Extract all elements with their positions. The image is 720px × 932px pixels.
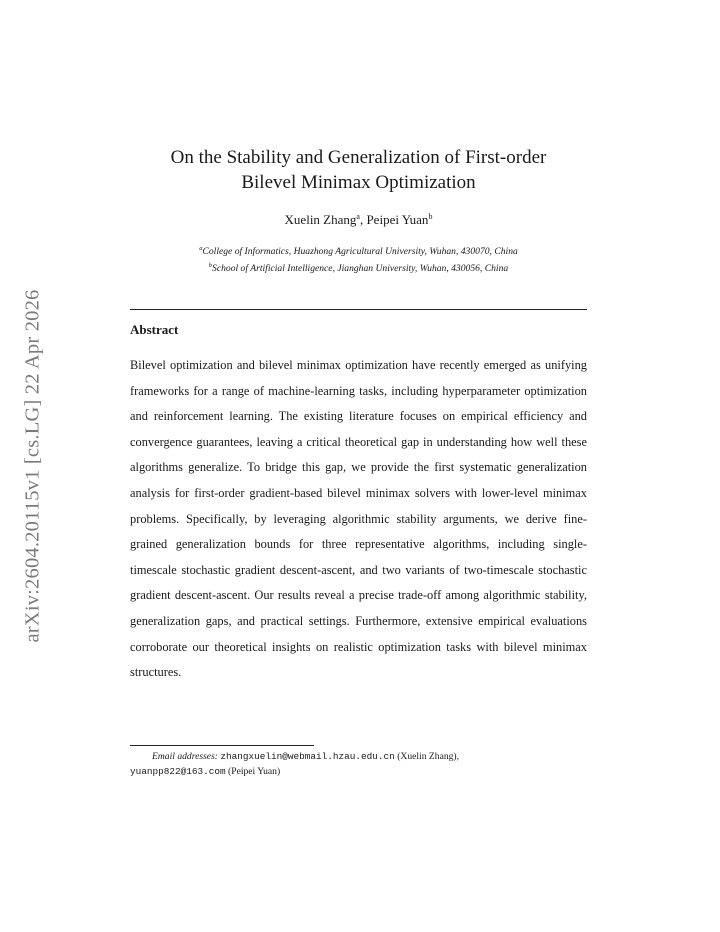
paper-title	[130, 145, 587, 195]
email-link[interactable]: yuanpp822@163.com	[130, 765, 226, 777]
abstract-body: Bilevel optimization and bilevel minimax optimization have recently emerged as unifying frameworks for a range of machine-learning tasks, including hyperparameter optimization and reinforcement learning. The existing literature focuses on empirical efficiency and convergence guarantees, leaving a critical theoretical gap in understanding how well these algorithms generalize. To bridge this gap, we provide the first systematic generalization analysis for first-order gradient-based bilevel minimax solvers with lower-level minimax problems. Specifically, by leveraging algorithmic stability arguments, we derive fine-grained generalization bounds for three representative algorithms, including single-timescale stochastic gradient descent-ascent, and two variants of two-timescale stochastic gradient descent-ascent. Our results reveal a precise trade-off among algorithmic stability, generalization gaps, and practical settings. Furthermore, extensive empirical evaluations corroborate our theoretical insights on realistic optimization tasks with bilevel minimax structures.	[130, 358, 587, 680]
arxiv-identifier: arXiv:2604.20115v1 [cs.LG] 22 Apr 2026	[21, 289, 44, 643]
affiliation-a	[130, 242, 587, 259]
affiliation-mark: a	[356, 212, 360, 221]
affiliation-b	[130, 259, 587, 276]
affiliation-mark: b	[428, 212, 433, 221]
email-link[interactable]: zhangxuelin@webmail.hzau.edu.cn	[220, 751, 395, 762]
author-separator: ,	[359, 212, 367, 227]
affiliation-mark: b	[208, 262, 213, 269]
title-line-1: On the Stability and Generalization of First-order	[170, 147, 547, 168]
footnote-label: Email addresses:	[152, 751, 218, 762]
horizontal-rule	[130, 309, 587, 310]
author-name: Peipei Yuan	[366, 212, 429, 227]
abstract-heading: Abstract	[130, 322, 179, 337]
footnote-rule	[130, 745, 314, 746]
author-list	[130, 212, 587, 228]
footnote	[130, 750, 587, 779]
email-owner: (Xuelin Zhang),	[397, 751, 460, 762]
affiliation-text: School of Artificial Intelligence, Jianghan University, Wuhan, 430056, China	[212, 263, 509, 274]
affiliation-mark: a	[199, 245, 203, 252]
title-line-2: Bilevel Minimax Optimization	[241, 172, 476, 193]
affiliations	[130, 242, 587, 276]
affiliation-text: College of Informatics, Huazhong Agricultural University, Wuhan, 430070, China	[202, 246, 518, 257]
email-owner: (Peipei Yuan)	[228, 765, 281, 777]
author-name: Xuelin Zhang	[284, 212, 357, 227]
